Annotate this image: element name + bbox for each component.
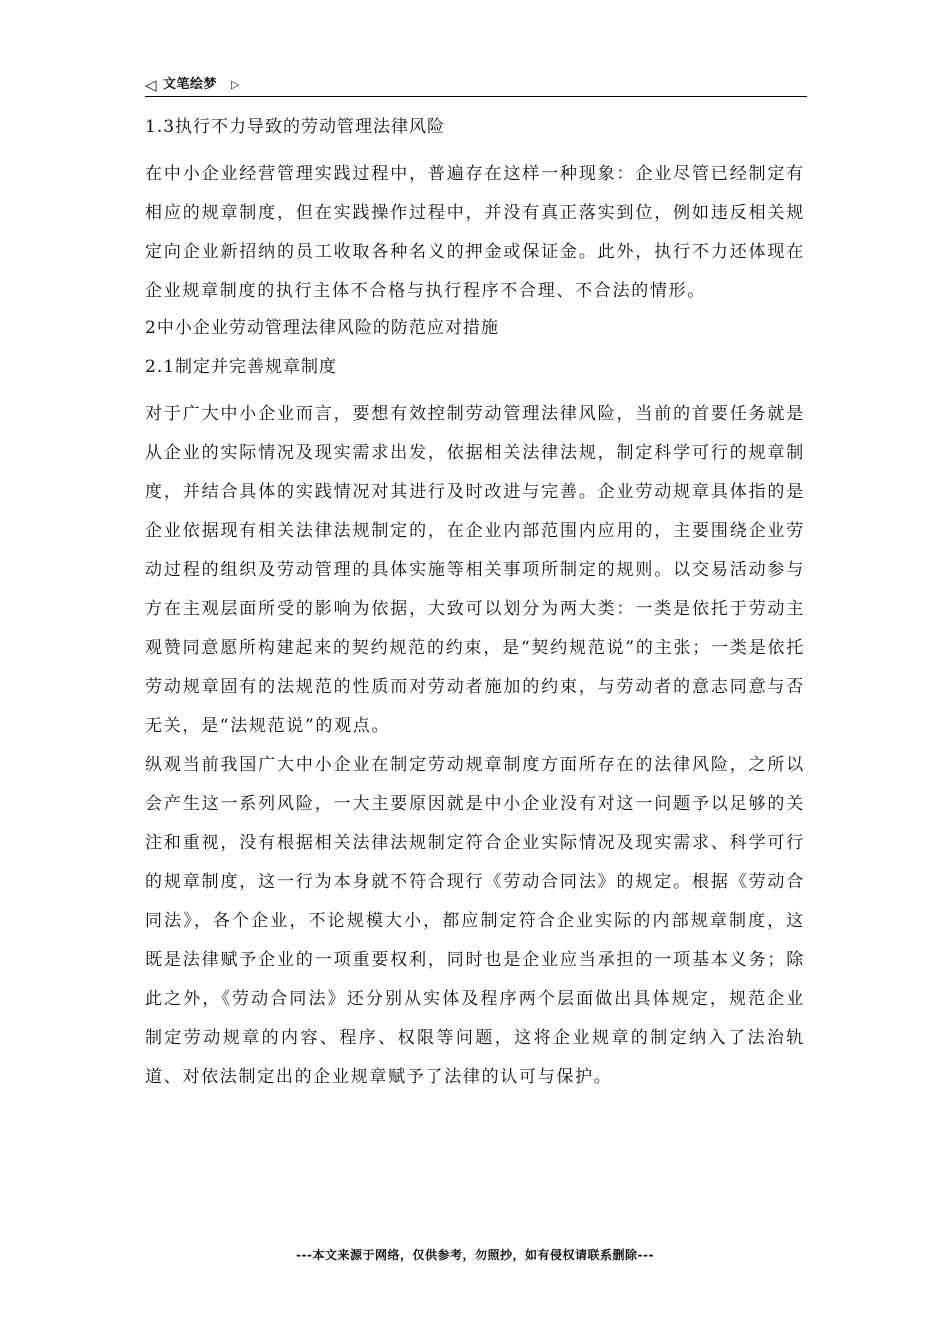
page-header bbox=[145, 74, 807, 97]
left-triangle-icon: ◁ bbox=[145, 76, 157, 94]
section-2-1-paragraph-1: 对于广大中小企业而言，要想有效控制劳动管理法律风险，当前的首要任务就是从企业的实际情况及现实需求出发，依据相关法律法规，制定科学可行的规章制度，并结合具体的实践情况对其进行及时改进与完善。企业劳动规章具体指的是企业依据现有相关法律法规制定的，在企业内部范围内应用的，主要围绕企业劳动过程的组织及劳动管理的具体实施等相关事项所制定的规则。以交易活动参与方在主观层面所受的影响为依据，大致可以划分为两大类：一类是依托于劳动主观赞同意愿所构建起来的契约规范的约束，是“契约规范说”的主张；一类是依托劳动规章固有的法规范的性质而对劳动者施加的约束，与劳动者的意志同意与否无关，是“法规范说”的观点。 bbox=[145, 404, 805, 736]
header-brand: 文笔绘梦 bbox=[163, 77, 218, 92]
section-1-3-paragraph: 在中小企业经营管理实践过程中，普遍存在这样一种现象：企业尽管已经制定有相应的规章制度，但在实践操作过程中，并没有真正落实到位，例如违反相关规定向企业新招纳的员工收取各种名义的押金或保证金。此外，执行不力还体现在企业规章制度的执行主体不合格与执行程序不合理、不合法的情形。 bbox=[145, 164, 805, 301]
page-footer-disclaimer: ---本文来源于网络，仅供参考，勿照抄，如有侵权请联系删除--- bbox=[296, 1248, 654, 1262]
right-triangle-icon: ▷ bbox=[231, 78, 240, 91]
section-2-1-paragraph-2: 纵观当前我国广大中小企业在制定劳动规章制度方面所存在的法律风险，之所以会产生这一系列风险，一大主要原因就是中小企业没有对这一问题予以足够的关注和重视，没有根据相关法律法规制定符合企业实际情况及现实需求、科学可行的规章制度，这一行为本身就不符合现行《劳动合同法》的规定。根据《劳动合同法》，各个企业，不论规模大小，都应制定符合企业实际的内部规章制度，这既是法律赋予企业的一项重要权利，同时也是企业应当承担的一项基本义务；除此之外，《劳动合同法》还分别从实体及程序两个层面做出具体规定，规范企业制定劳动规章的内容、程序、权限等问题，这将企业规章的制定纳入了法治轨道、对依法制定出的企业规章赋予了法律的认可与保护。 bbox=[145, 755, 805, 1087]
document-body bbox=[145, 116, 805, 1097]
section-2-1-title: 2.1制定并完善规章制度 bbox=[145, 357, 338, 377]
section-2-title: 2中小企业劳动管理法律风险的防范应对措施 bbox=[145, 318, 499, 338]
section-1-3-title: 1.3执行不力导致的劳动管理法律风险 bbox=[145, 117, 446, 137]
